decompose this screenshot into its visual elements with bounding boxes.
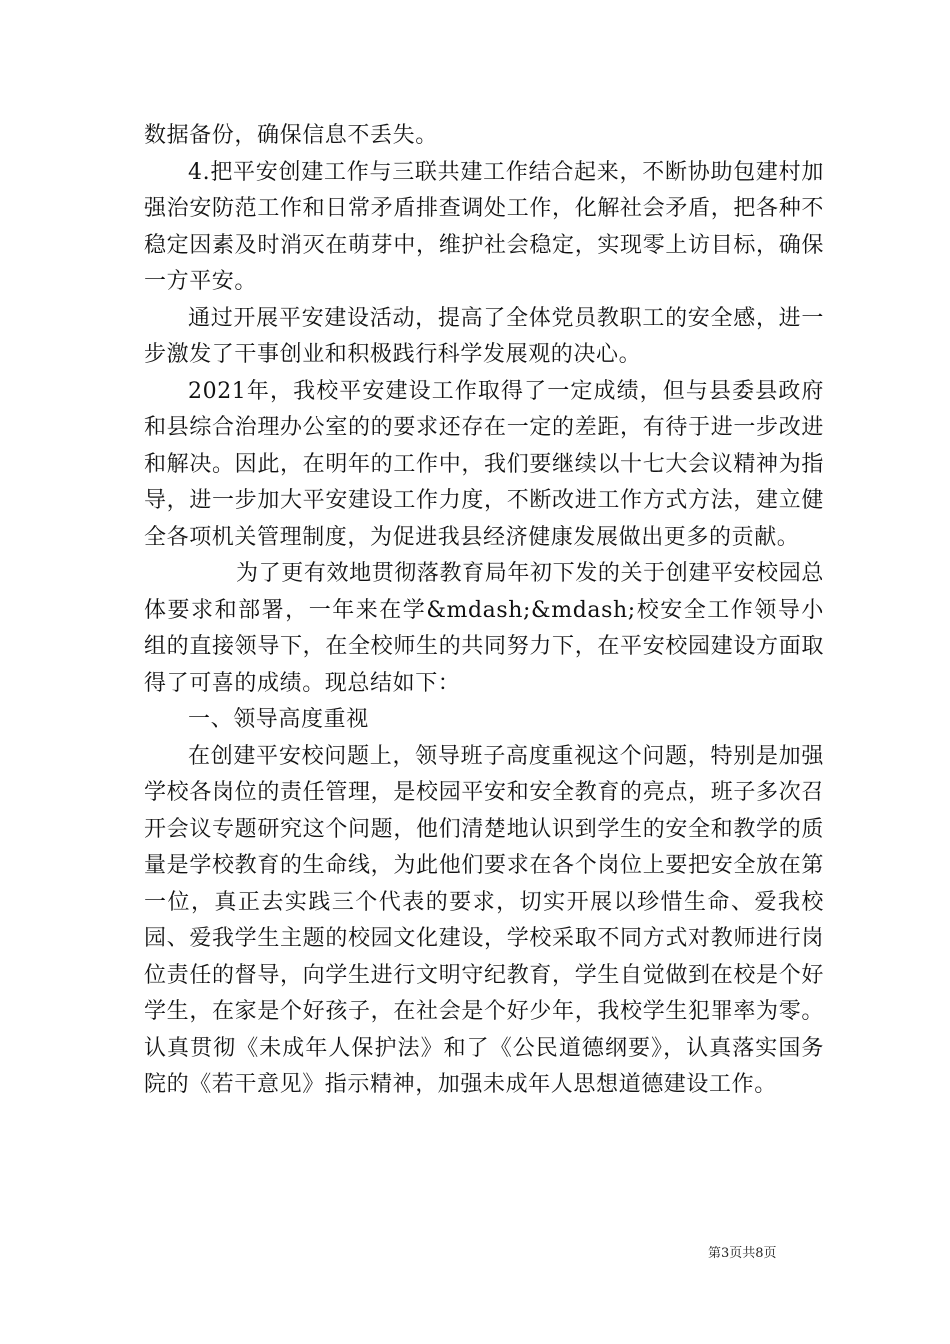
paragraph-backup-end: 数据备份，确保信息不丢失。: [144, 123, 438, 148]
document-body: [144, 118, 824, 1104]
paragraph-item-4: 4.把平安创建工作与三联共建工作结合起来，不断协助包建村加强治安防范工作和日常矛盾排查调处工作，化解社会矛盾，把各种不稳定因素及时消灭在萌芽中，维护社会稳定，实现零上访目标，确保一方平安。: [144, 159, 824, 294]
page-number: 第3页共8页: [708, 1246, 777, 1261]
section-heading-leadership: 一、领导高度重视: [188, 707, 369, 732]
paragraph-safety-effect: 通过开展平安建设活动，提高了全体党员教职工的安全感，进一步激发了干事创业和积极践行科学发展观的决心。: [144, 305, 824, 367]
paragraph-leadership: 在创建平安校问题上，领导班子高度重视这个问题，特别是加强学校各岗位的责任管理，是校园平安和安全教育的亮点，班子多次召开会议专题研究这个问题，他们清楚地认识到学生的安全和教学的质量是学校教育的生命线，为此他们要求在各个岗位上要把安全放在第一位，真正去实践三个代表的要求，切实开展以珍惜生命、爱我校园、爱我学生主题的校园文化建设，学校采取不同方式对教师进行岗位责任的督导，向学生进行文明守纪教育，学生自觉做到在校是个好学生，在家是个好孩子，在社会是个好少年，我校学生犯罪率为零。认真贯彻《未成年人保护法》和了《公民道德纲要》，认真落实国务院的《若干意见》指示精神，加强未成年人思想道德建设工作。: [144, 743, 824, 1097]
paragraph-2021-summary: 2021年，我校平安建设工作取得了一定成绩，但与县委县政府和县综合治理办公室的的要求还存在一定的差距，有待于进一步改进和解决。因此，在明年的工作中，我们要继续以十七大会议精神为指导，进一步加大平安建设工作力度，不断改进工作方式方法，建立健全各项机关管理制度，为促进我县经济健康发展做出更多的贡献。: [144, 378, 824, 550]
paragraph-intro: 为了更有效地贯彻落教育局年初下发的关于创建平安校园总体要求和部署，一年来在学&mdash;&mdash;校安全工作领导小组的直接领导下，在全校师生的共同努力下，在平安校园建设方面取得了可喜的成绩。现总结如下：: [144, 561, 824, 696]
